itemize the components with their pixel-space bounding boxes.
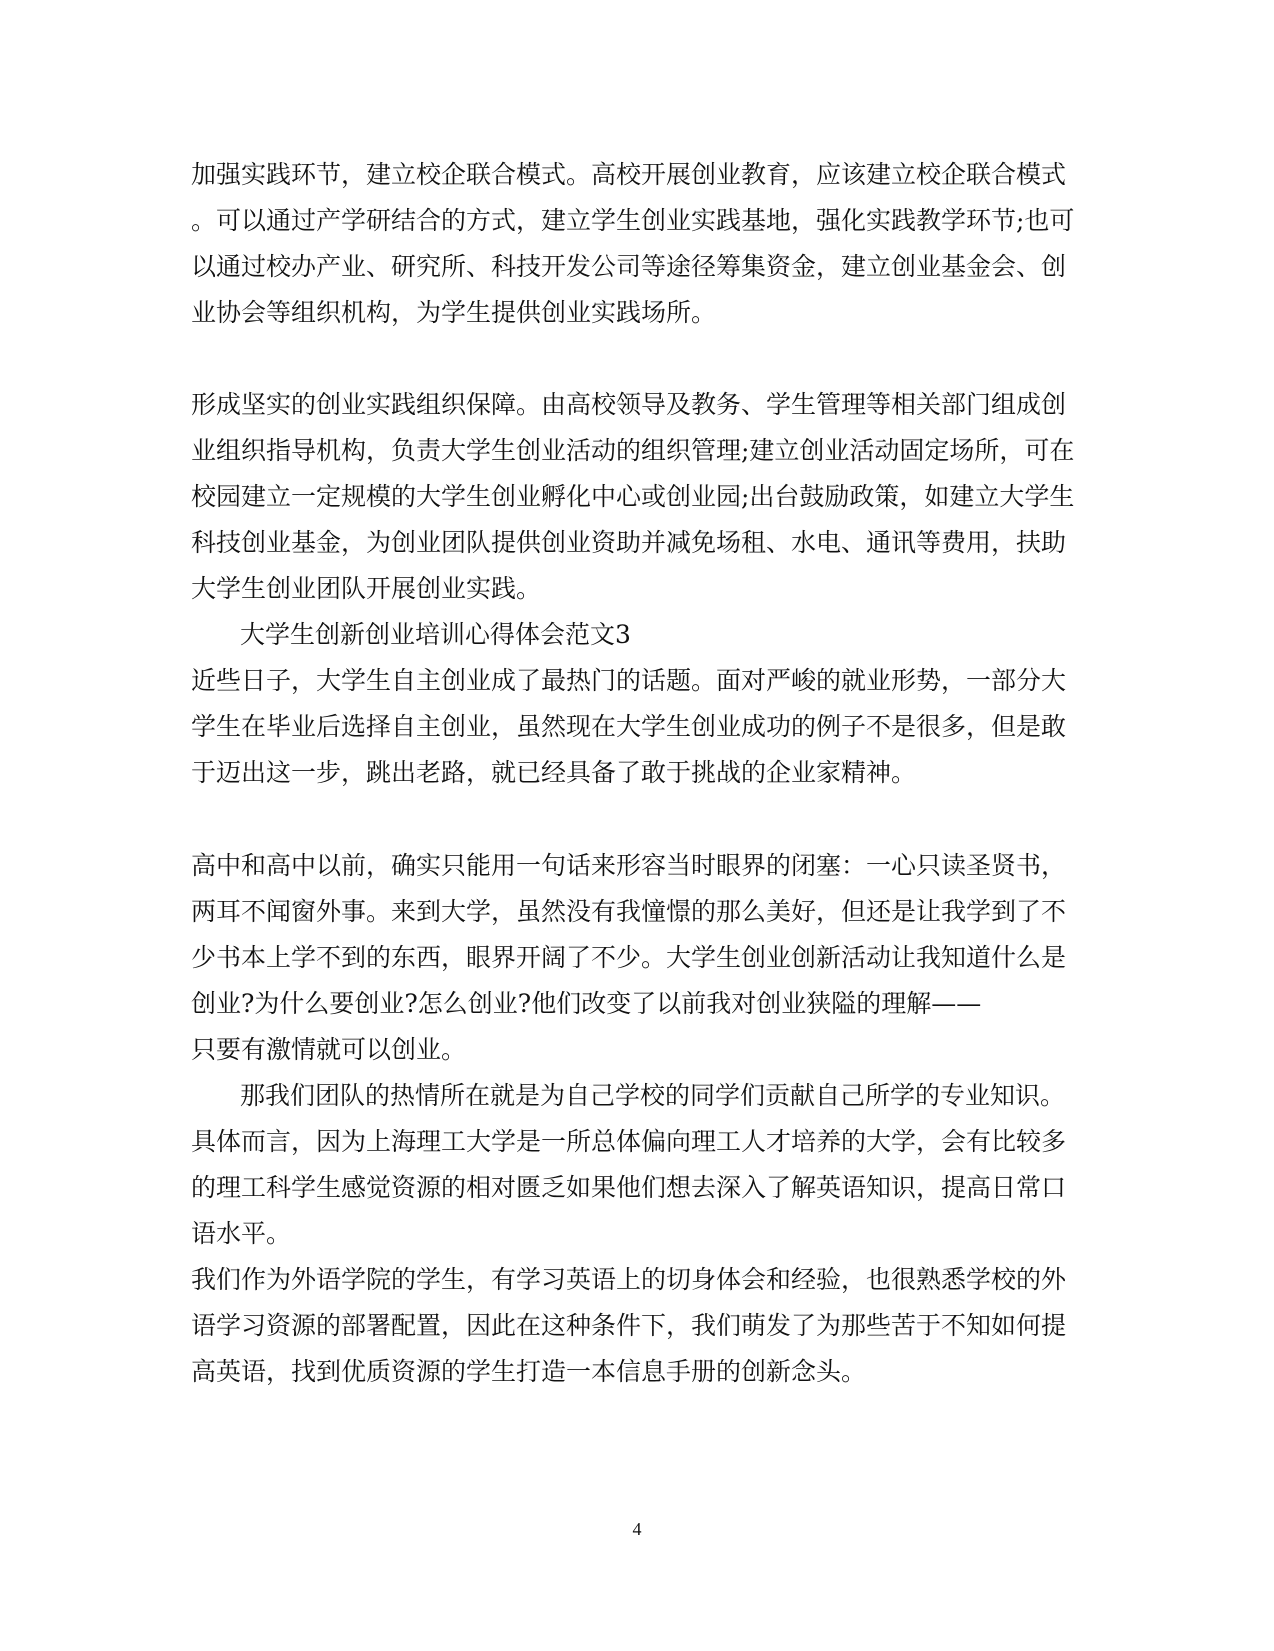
text-line: 。可以通过产学研结合的方式，建立学生创业实践基地，强化实践教学环节;也可 <box>191 206 1075 235</box>
text-line: 两耳不闻窗外事。来到大学，虽然没有我憧憬的那么美好，但还是让我学到了不 <box>191 897 1067 926</box>
section-heading: 大学生创新创业培训心得体会范文3 <box>240 620 631 649</box>
text-line: 高中和高中以前，确实只能用一句话来形容当时眼界的闭塞：一心只读圣贤书， <box>191 851 1067 880</box>
text-line: 学生在毕业后选择自主创业，虽然现在大学生创业成功的例子不是很多，但是敢 <box>191 712 1067 741</box>
text-line: 业协会等组织机构，为学生提供创业实践场所。 <box>191 298 717 327</box>
text-line: 科技创业基金，为创业团队提供创业资助并减免场租、水电、通讯等费用，扶助 <box>191 528 1067 557</box>
text-line: 于迈出这一步，跳出老路，就已经具备了敢于挑战的企业家精神。 <box>191 758 917 787</box>
text-line: 的理工科学生感觉资源的相对匮乏如果他们想去深入了解英语知识，提高日常口 <box>191 1173 1067 1202</box>
text-line: 加强实践环节，建立校企联合模式。高校开展创业教育，应该建立校企联合模式 <box>191 160 1067 189</box>
text-line: 我们作为外语学院的学生，有学习英语上的切身体会和经验，也很熟悉学校的外 <box>191 1265 1067 1294</box>
text-line: 大学生创业团队开展创业实践。 <box>191 574 542 603</box>
text-line: 语学习资源的部署配置，因此在这种条件下，我们萌发了为那些苦于不知如何提 <box>191 1311 1067 1340</box>
text-line: 高英语，找到优质资源的学生打造一本信息手册的创新念头。 <box>191 1357 867 1386</box>
text-line: 以通过校办产业、研究所、科技开发公司等途径筹集资金，建立创业基金会、创 <box>191 252 1067 281</box>
text-line: 业组织指导机构，负责大学生创业活动的组织管理;建立创业活动固定场所，可在 <box>191 436 1075 465</box>
text-line: 创业?为什么要创业?怎么创业?他们改变了以前我对创业狭隘的理解—— <box>191 989 982 1018</box>
text-line: 形成坚实的创业实践组织保障。由高校领导及教务、学生管理等相关部门组成创 <box>191 390 1067 419</box>
text-line: 少书本上学不到的东西，眼界开阔了不少。大学生创业创新活动让我知道什么是 <box>191 943 1067 972</box>
text-line: 语水平。 <box>191 1219 292 1248</box>
page-number: 4 <box>632 1519 642 1539</box>
text-line: 校园建立一定规模的大学生创业孵化中心或创业园;出台鼓励政策，如建立大学生 <box>191 482 1075 511</box>
text-line: 具体而言，因为上海理工大学是一所总体偏向理工人才培养的大学，会有比较多 <box>191 1127 1067 1156</box>
text-line: 只要有激情就可以创业。 <box>191 1035 467 1064</box>
text-line: 近些日子，大学生自主创业成了最热门的话题。面对严峻的就业形势，一部分大 <box>191 666 1067 695</box>
text-line: 那我们团队的热情所在就是为自己学校的同学们贡献自己所学的专业知识。 <box>240 1081 1066 1110</box>
